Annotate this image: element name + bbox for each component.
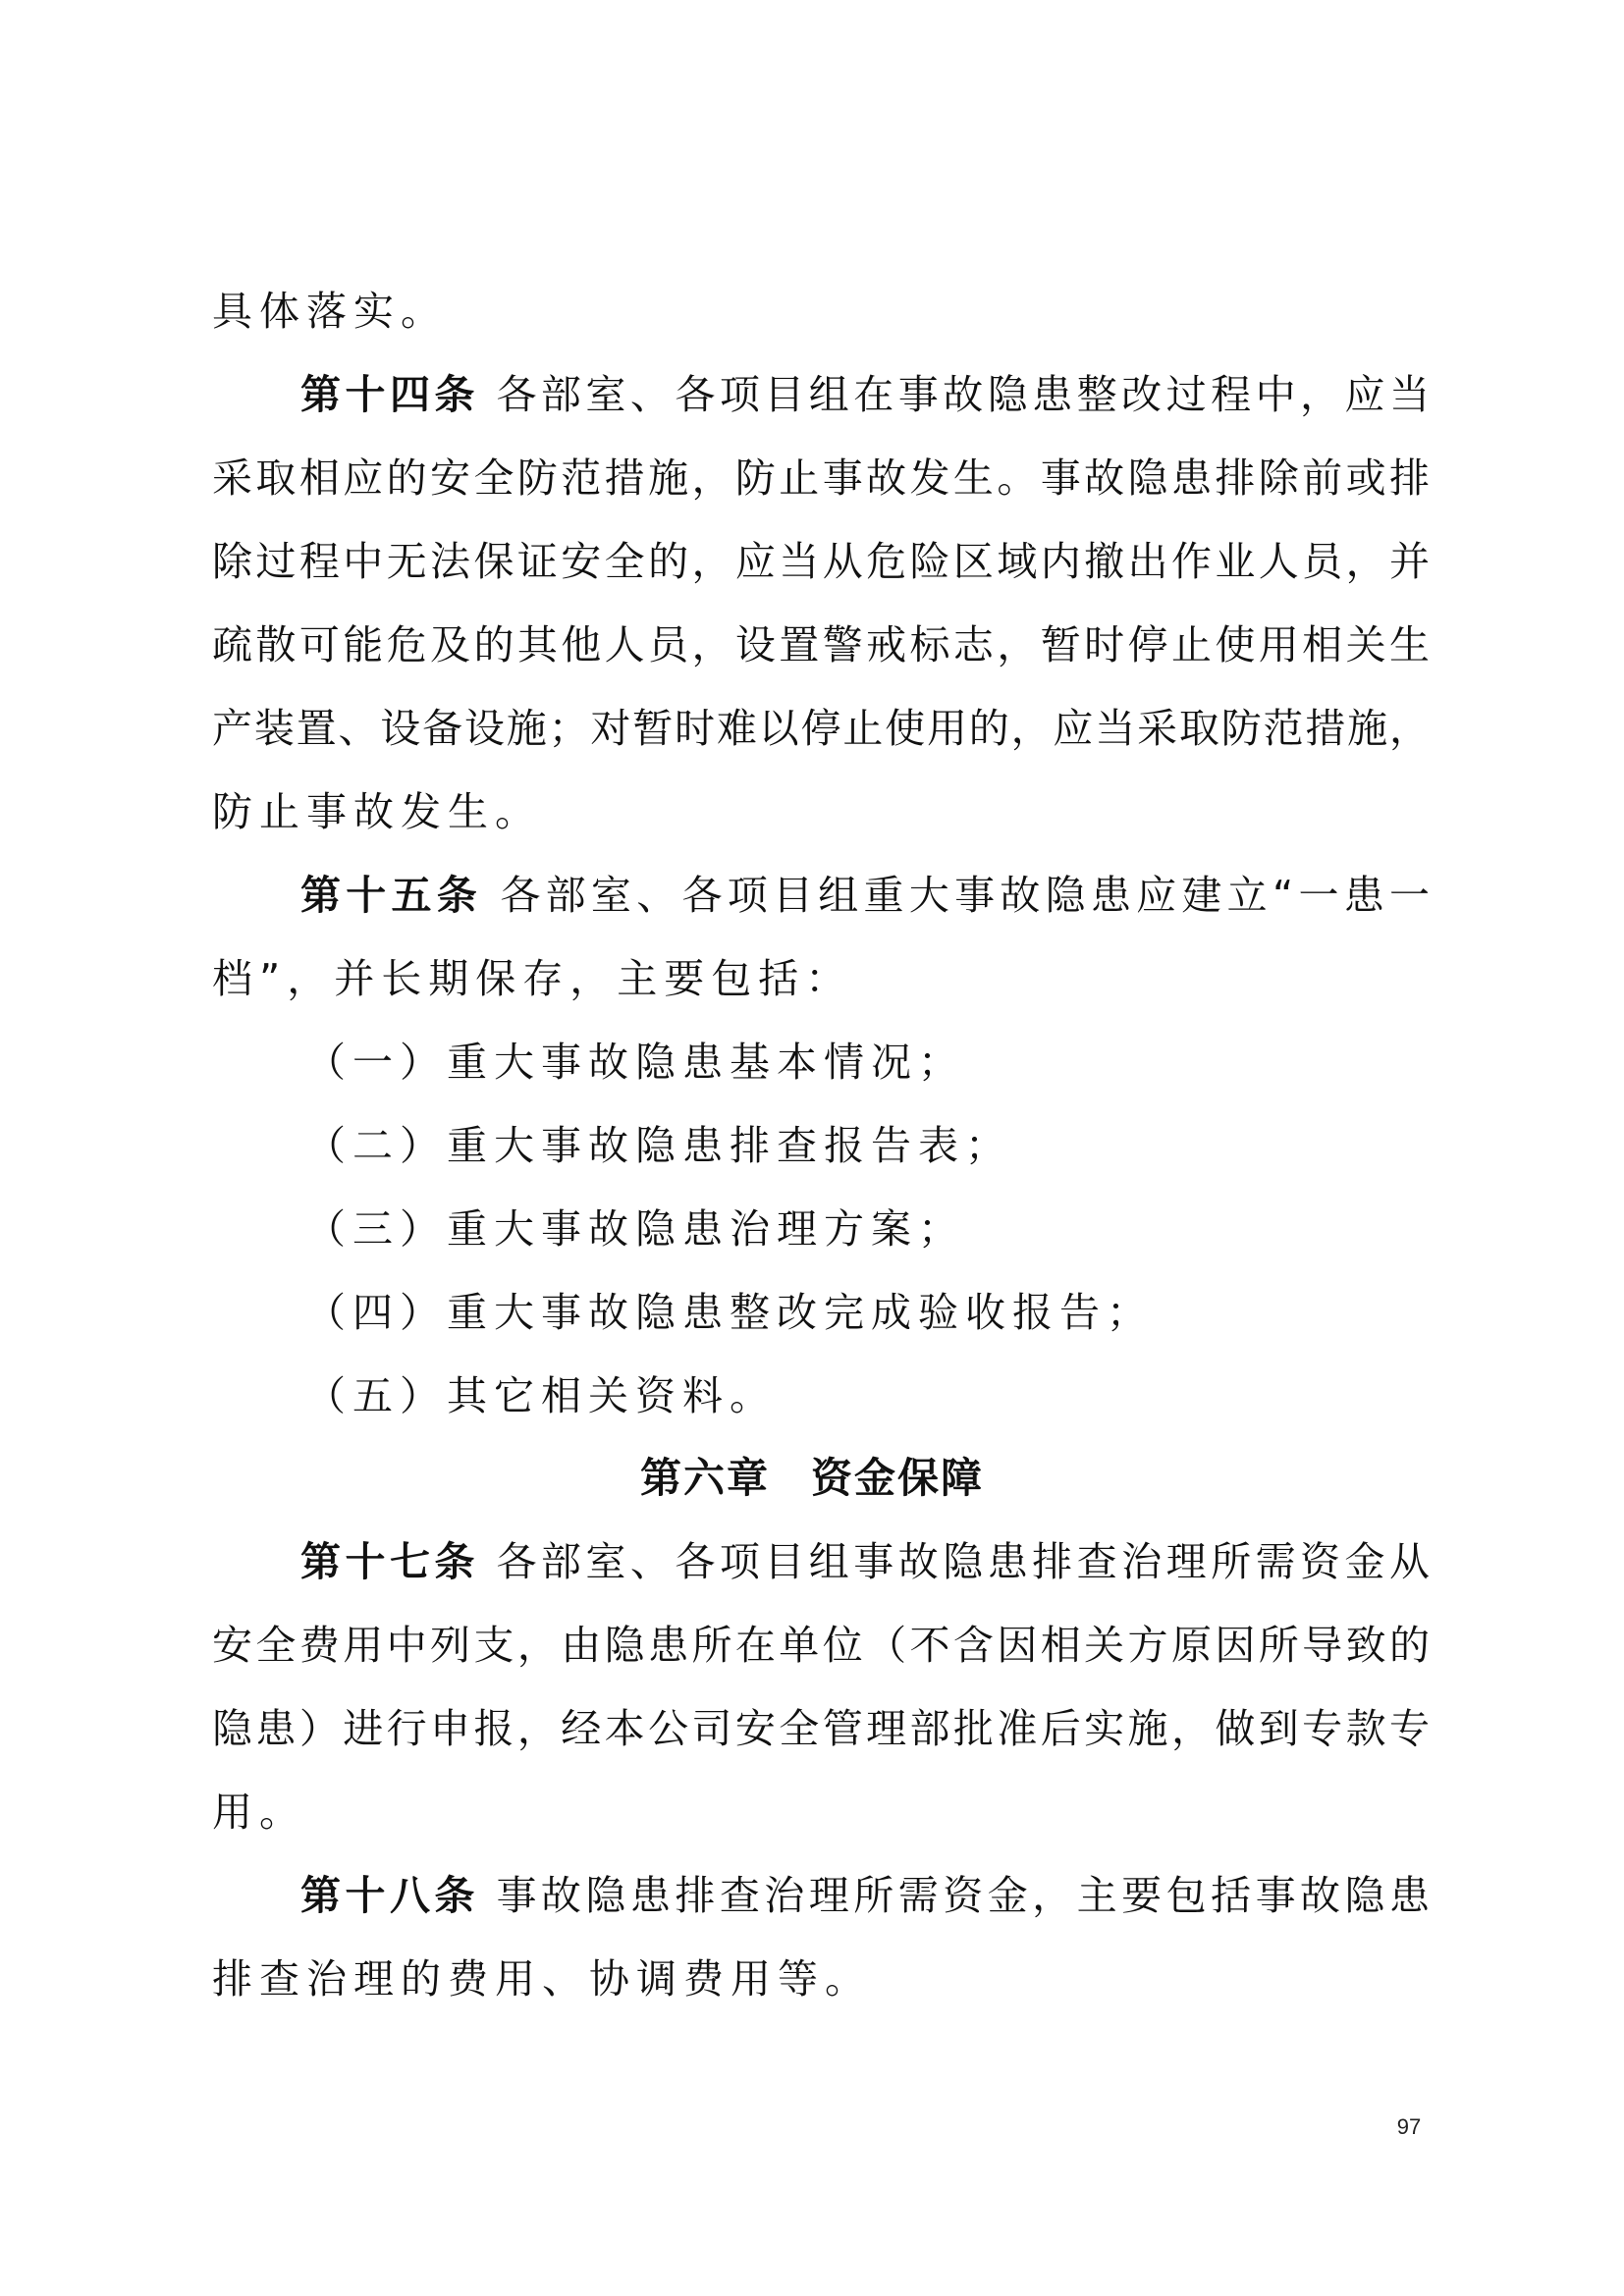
text-span: 隐患）进行申报，经本公司安全管理部批准后实施，做到专款专: [212, 1705, 1430, 1752]
text-span: （五）其它相关资料。: [305, 1372, 777, 1419]
article-18-line-1: [300, 1866, 1430, 1925]
article-14-line-6: [212, 782, 1430, 841]
article-15-line-1: [300, 866, 1430, 925]
article-17-label: 第十七条: [300, 1538, 479, 1585]
paragraph-line: [212, 282, 1430, 341]
text-span: 防止事故发生。: [212, 788, 542, 835]
article-17-line-3: [212, 1699, 1430, 1758]
list-item: [305, 1200, 1430, 1258]
text-span: （一）重大事故隐患基本情况；: [305, 1039, 965, 1086]
text-span: 除过程中无法保证安全的，应当从危险区域内撤出作业人员，并: [212, 538, 1430, 585]
text-span: 事故隐患排查治理所需资金，主要包括事故隐患: [496, 1872, 1430, 1919]
text-span: 各部室、各项目组重大事故隐患应建立“一患一: [500, 872, 1430, 919]
text-span: 各部室、各项目组在事故隐患整改过程中，应当: [496, 371, 1430, 418]
article-15-label: 第十五条: [300, 872, 483, 919]
list-item: [305, 1283, 1430, 1342]
text-span: （四）重大事故隐患整改完成验收报告；: [305, 1289, 1154, 1336]
article-18-label: 第十八条: [300, 1872, 479, 1919]
text-span: 排查治理的费用、协调费用等。: [212, 1955, 872, 2002]
article-14-line-2: [212, 449, 1430, 507]
article-14-label: 第十四条: [300, 371, 479, 418]
text-span: 产装置、设备设施；对暂时难以停止使用的，应当采取防范措施，: [212, 705, 1430, 752]
article-17-line-4: [212, 1783, 1430, 1842]
article-14-line-4: [212, 615, 1430, 674]
chapter-number: 第六章: [639, 1454, 770, 1502]
article-17-line-2: [212, 1616, 1430, 1675]
article-15-line-2: [212, 949, 1430, 1008]
page-number: 97: [1396, 2114, 1422, 2139]
list-item: [305, 1366, 1430, 1425]
chapter-title: 资金保障: [811, 1454, 985, 1502]
text-span: 具体落实。: [212, 288, 448, 335]
article-17-line-1: [300, 1532, 1430, 1591]
text-span: 用。: [212, 1789, 306, 1836]
article-14-line-1: [300, 365, 1430, 424]
text-span: （二）重大事故隐患排查报告表；: [305, 1122, 1012, 1169]
article-14-line-5: [212, 699, 1430, 758]
article-14-line-3: [212, 532, 1430, 591]
text-span: 各部室、各项目组事故隐患排查治理所需资金从: [496, 1538, 1430, 1585]
text-span: 疏散可能危及的其他人员，设置警戒标志，暂时停止使用相关生: [212, 621, 1430, 668]
text-span: 档”，并长期保存，主要包括：: [212, 955, 853, 1002]
chapter-heading: [0, 1449, 1624, 1508]
list-item: [305, 1033, 1430, 1092]
article-18-line-2: [212, 1949, 1430, 2008]
text-span: （三）重大事故隐患治理方案；: [305, 1205, 965, 1253]
list-item: [305, 1116, 1430, 1175]
text-span: 安全费用中列支，由隐患所在单位（不含因相关方原因所导致的: [212, 1622, 1430, 1669]
text-span: 采取相应的安全防范措施，防止事故发生。事故隐患排除前或排: [212, 454, 1430, 502]
